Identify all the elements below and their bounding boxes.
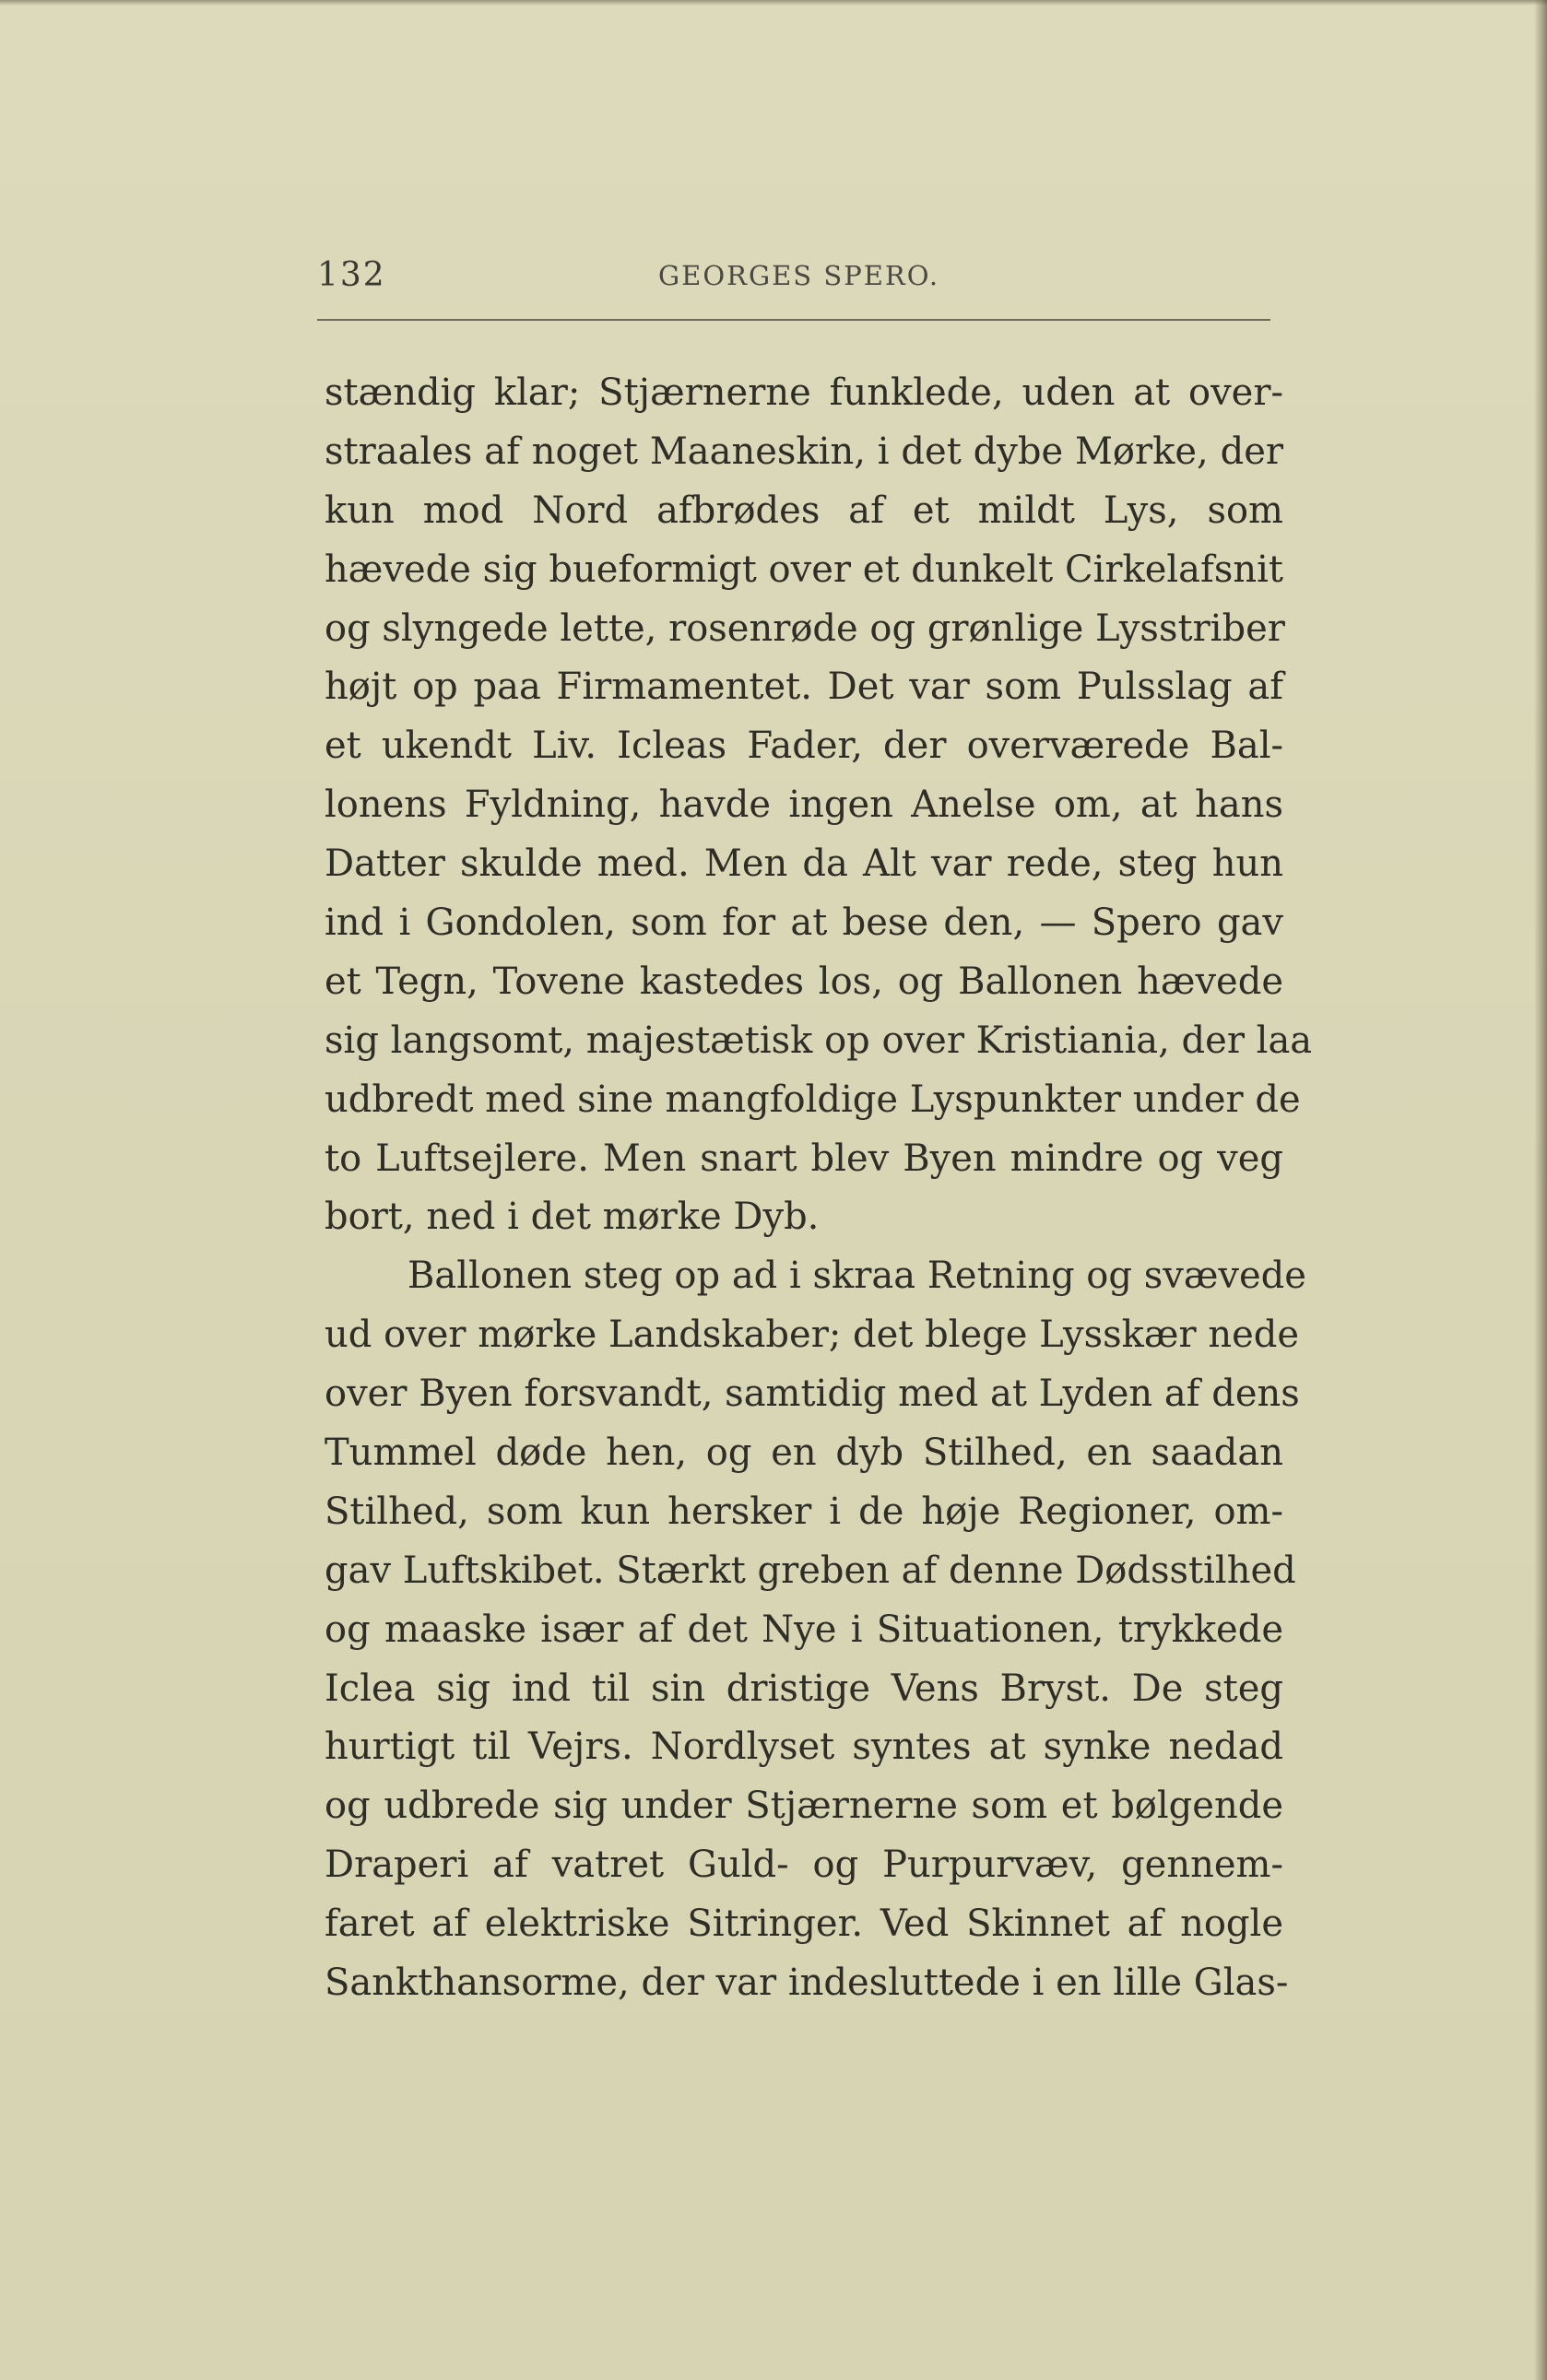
page-top-edge [0,0,1547,6]
body-text [325,364,1313,2013]
text-line: ind i Gondolen, som for at bese den, — Spero gav [325,901,1283,945]
text-line: ud over mørke Landskaber; det blege Lysskær nede [325,1314,1300,1357]
text-line: kun mod Nord afbrødes af et mildt Lys, som [325,489,1283,532]
text-line: Tummel døde hen, og en dyb Stilhed, en saadan [325,1432,1283,1475]
page-binding-edge [1534,0,1547,2380]
text-line: et Tegn, Tovene kastedes los, og Ballonen hævede [325,960,1283,1003]
text-line: og slyngede lette, rosenrøde og grønlige Lysstriber [325,607,1285,650]
text-line: højt op paa Firmamentet. Det var som Pulsslag af [325,666,1283,709]
paragraph-2 [325,1247,1306,2013]
text-line: hævede sig bueformigt over et dunkelt Cirkelafsnit [325,548,1283,591]
text-line: et ukendt Liv. Icleas Fader, der overværede Bal- [325,725,1283,768]
text-line: straales af noget Maaneskin, i det dybe Mørke, der [325,430,1283,473]
text-line: Iclea sig ind til sin dristige Vens Bryst. De steg [325,1667,1283,1710]
text-line: Draperi af vatret Guld- og Purpurvæv, gennem- [325,1844,1283,1887]
header-rule [317,319,1270,321]
text-line: faret af elektriske Sitringer. Ved Skinnet af nogle [325,1903,1283,1946]
text-line: bort, ned i det mørke Dyb. [325,1196,820,1239]
text-line: hurtigt til Vejrs. Nordlyset syntes at synke nedad [325,1726,1283,1769]
text-line: sig langsomt, majestætisk op over Kristiania, der laa [325,1019,1313,1062]
text-line: Stilhed, som kun hersker i de høje Regioner, om- [325,1490,1283,1533]
paragraph-1 [325,364,1313,1247]
text-line: Ballonen steg op ad i skraa Retning og svævede [407,1255,1306,1298]
text-line: to Luftsejlere. Men snart blev Byen mindre og veg [325,1137,1283,1180]
text-line: over Byen forsvandt, samtidig med at Lyden af dens [325,1373,1300,1416]
text-line: gav Luftskibet. Stærkt greben af denne Dødsstilhed [325,1549,1296,1592]
text-line: lonens Fyldning, havde ingen Anelse om, at hans [325,784,1283,827]
text-line: udbredt med sine mangfoldige Lyspunkter under de [325,1078,1301,1121]
text-line: stændig klar; Stjærnerne funklede, uden at over- [325,371,1283,414]
text-line: Sankthansorme, der var indesluttede i en lille Glas- [325,1962,1289,2005]
text-line: og udbrede sig under Stjærnerne som et bølgende [325,1785,1283,1828]
page-header [317,256,1274,302]
running-head: GEORGES SPERO. [658,260,940,291]
text-line: og maaske især af det Nye i Situationen, trykkede [325,1608,1283,1651]
text-line: Datter skulde med. Men da Alt var rede, steg hun [325,842,1283,886]
page-number: 132 [317,256,386,294]
